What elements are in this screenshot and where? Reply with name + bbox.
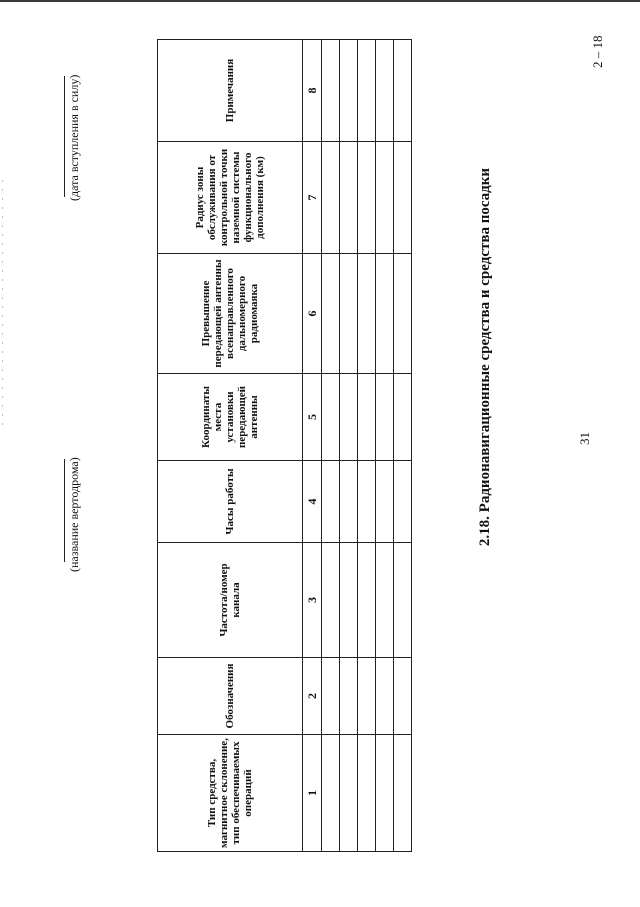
column-number: 5: [303, 374, 322, 461]
header-row: [158, 40, 303, 852]
section-title: 2.18. Радионавигационные средства и средства посадки: [477, 167, 493, 547]
header-cell-coordinates: Координаты места установки передающей антенны: [158, 374, 303, 461]
header-cell-designation: Обозначения: [158, 658, 303, 735]
empty-row: [394, 40, 412, 852]
column-number: 6: [303, 254, 322, 374]
column-number: 2: [303, 658, 322, 735]
column-number: 1: [303, 735, 322, 852]
page-number: 31: [577, 432, 592, 445]
page-code: 2 – 18: [590, 35, 605, 68]
radionav-table: [157, 39, 412, 852]
column-number: 8: [303, 40, 322, 142]
effective-date-label: (дата вступления в силу): [67, 74, 81, 201]
empty-row: [340, 40, 358, 852]
header-cell-hours: Часы работы: [158, 461, 303, 543]
header-cell-frequency: Частота/номер канала: [158, 543, 303, 658]
empty-row: [358, 40, 376, 852]
header-cell-type: Тип средства, магнитное склонение, тип обеспечиваемых операций: [158, 735, 303, 852]
column-number-row: [303, 40, 322, 852]
header-cell-radius: Радиус зоны обслуживания от контрольной точки наземной системы функционального дополнения (км): [158, 142, 303, 254]
heliport-name-line: [64, 459, 65, 562]
column-number: 4: [303, 461, 322, 543]
heliport-name-label: (название вертодрома): [67, 457, 81, 572]
empty-row: [376, 40, 394, 852]
empty-row: [322, 40, 340, 852]
column-number: 3: [303, 543, 322, 658]
effective-date-line: [64, 76, 65, 197]
header-cell-elevation: Превышение передающей антенны всенаправленного дальномерного радиомаяка: [158, 254, 303, 374]
column-number: 7: [303, 142, 322, 254]
header-cell-remarks: Примечания: [158, 40, 303, 142]
